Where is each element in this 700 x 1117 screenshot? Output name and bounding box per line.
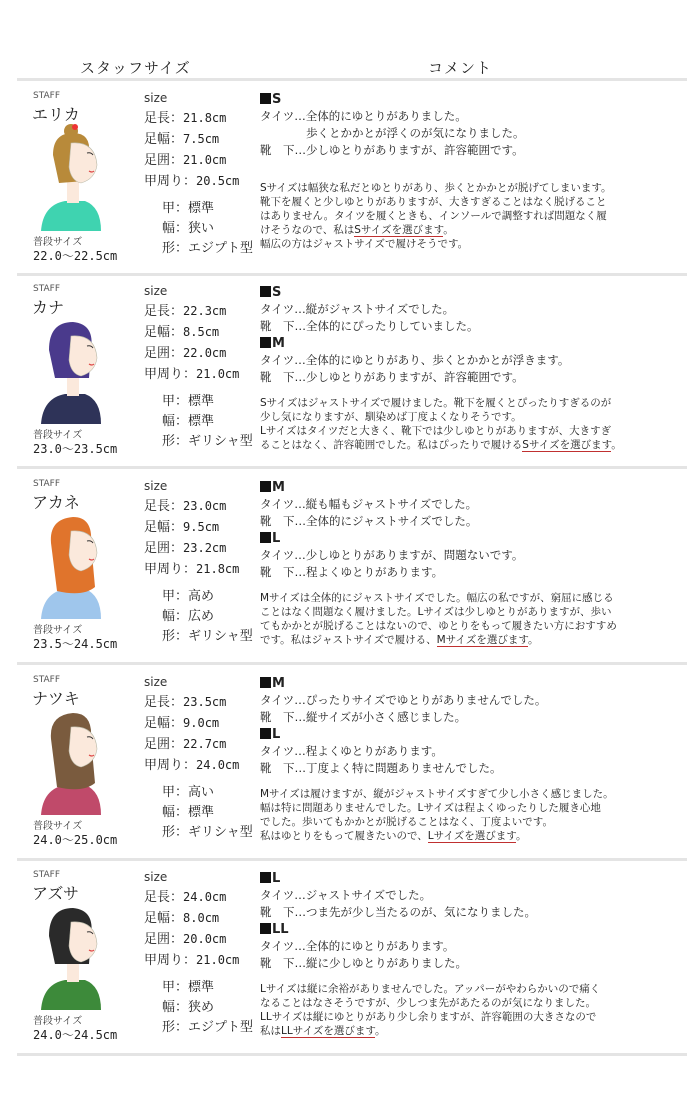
staff-label: STAFF [33,91,61,101]
size-heading-label: L [272,727,281,742]
measurement-value: 8.5cm [183,325,220,339]
size-heading [260,726,680,743]
shape-row: 形：ギリシャ型 [162,825,253,840]
measurement-key: 足囲： [144,153,184,168]
usual-size-label: 普段サイズ [33,625,83,636]
measurement-value: 7.5cm [183,132,220,146]
size-heading [260,675,680,692]
measurement-value: 23.0cm [183,499,227,513]
usual-size-label: 普段サイズ [33,1016,83,1027]
summary-line: Mサイズは全体的にジャストサイズでした。幅広の私ですが、窮屈に感じる [260,592,614,604]
measurement-value: 23.5cm [183,695,227,709]
summary-line: ことはなく問題なく履けました。Lサイズは少しゆとりがありますが、歩い [260,606,612,618]
measurement-row [144,538,264,559]
measurement-value: 22.7cm [183,737,227,751]
square-bullet-icon [260,872,271,883]
chosen-size: Mサイズを選びます [436,634,528,646]
summary-lead: けそうなので、私は [260,224,355,236]
size-heading-label: M [272,336,285,351]
measurement-row [144,364,264,385]
size-heading-label: LL [272,922,289,937]
summary-lead: 私はゆとりをもって履きたいので、 [260,830,428,842]
measurement-key: 足長： [144,499,184,514]
foot-measurements [144,675,264,776]
fit-note: タイツ…ジャストサイズでした。 [260,888,432,902]
size-title: size [144,479,168,493]
fit-note: 歩くとかかとが浮くのが気になりました。 [260,126,525,140]
size-heading-label: L [272,871,281,886]
staff-row [17,475,687,665]
comment [260,870,680,1038]
staff-label: STAFF [33,284,61,294]
measurement-row [144,517,264,538]
foot-measurements [144,284,264,385]
fit-note: タイツ…縦も幅もジャストサイズでした。 [260,497,478,511]
summary-line: Sサイズは幅狭な私だとゆとりがあり、歩くとかかとが脱げてしまいます。 [260,182,612,194]
column-header-comment: コメント [428,59,493,77]
measurement-key: 甲周り： [144,758,197,773]
foot-measurements [144,870,264,971]
measurement-row [144,559,264,580]
summary-line [260,829,680,843]
row-divider [17,1053,687,1056]
measurement-value: 22.0cm [183,346,227,360]
usual-size-label: 普段サイズ [33,821,83,832]
shape-row: 形：エジプト型 [162,241,254,256]
shape-row: 幅：広め [162,609,215,624]
measurement-value: 9.0cm [183,716,220,730]
fit-note: タイツ…縦がジャストサイズでした。 [260,302,455,316]
summary-line: Lサイズは縦に余裕がありませんでした。アッパーがやわらかいので痛く [260,983,601,995]
header-divider [17,78,687,81]
usual-size-value: 24.0〜25.0cm [33,833,118,847]
measurement-key: 甲周り： [144,953,197,968]
measurement-value: 21.8cm [196,562,240,576]
fit-note: タイツ…少しゆとりがありますが、問題ないです。 [260,548,524,562]
measurement-row [144,108,264,129]
measurement-value: 23.2cm [183,541,227,555]
summary-lead: ることはなく、許容範囲でした。私はぴったりで履ける [260,439,523,451]
shape-row: 幅：標準 [162,414,215,429]
measurement-key: 足囲： [144,737,184,752]
size-title: size [144,91,168,105]
measurement-key: 足幅： [144,520,184,535]
summary-lead: 私は [260,1025,281,1037]
summary-end: 。 [528,634,539,646]
staff-portrait [35,121,105,231]
measurement-row [144,929,264,950]
square-bullet-icon [260,728,271,739]
row-divider [17,466,687,469]
staff-name: アズサ [32,884,80,903]
measurement-key: 足幅： [144,325,184,340]
fit-note: 靴 下…縦に少しゆとりがありました。 [260,956,467,970]
usual-size-value: 24.0〜24.5cm [33,1028,118,1042]
staff-row [17,866,687,1056]
fit-note: タイツ…ぴったりサイズでゆとりがありませんでした。 [260,693,547,707]
measurement-key: 足長： [144,890,184,905]
summary-line [260,633,680,647]
foot-measurements [144,479,264,580]
summary-line: LLサイズは縦にゆとりがあり少し余りますが、許容範囲の大きさなので [260,1011,597,1023]
measurement-value: 21.8cm [183,111,227,125]
square-bullet-icon [260,286,271,297]
fit-note: 靴 下…程よくゆとりがあります。 [260,565,444,579]
measurement-row [144,734,264,755]
summary-line [260,438,680,452]
measurement-key: 足幅： [144,716,184,731]
staff-row [17,87,687,277]
square-bullet-icon [260,481,271,492]
shape-row: 甲：高い [162,785,215,800]
summary-end: 。 [443,224,454,236]
measurement-value: 9.5cm [183,520,220,534]
staff-name: アカネ [32,493,80,512]
measurement-row [144,908,264,929]
measurement-row [144,171,264,192]
size-heading-label: L [272,531,281,546]
measurement-key: 甲周り： [144,174,197,189]
shape-row: 幅：標準 [162,805,215,820]
measurement-row [144,129,264,150]
summary-line: 幅は特に問題ありませんでした。Lサイズは程よくゆったりした履き心地 [260,802,601,814]
comment [260,284,680,452]
measurement-row [144,496,264,517]
shape-row: 形：エジプト型 [162,1020,254,1035]
shape-row: 甲：標準 [162,980,215,995]
size-heading [260,284,680,301]
fit-note: 靴 下…少しゆとりがありますが、許容範囲です。 [260,370,524,384]
size-heading-label: S [272,92,282,107]
size-title: size [144,870,168,884]
staff-label: STAFF [33,870,61,880]
square-bullet-icon [260,532,271,543]
measurement-value: 20.5cm [196,174,240,188]
summary-line: Sサイズはジャストサイズで履けました。靴下を履くとぴったりすぎるのが [260,397,612,409]
summary-line [260,223,680,237]
row-divider [17,662,687,665]
fit-note: 靴 下…少しゆとりがありますが、許容範囲です。 [260,143,524,157]
size-heading [260,921,680,938]
measurement-key: 甲周り： [144,562,197,577]
staff-portrait [35,900,105,1010]
summary-end: 。 [611,439,622,451]
measurement-row [144,150,264,171]
staff-portrait [35,509,105,619]
shape-row: 幅：狭め [162,1000,215,1015]
shape-row: 幅：狭い [162,221,215,236]
summary-line: Mサイズは履けますが、縦がジャストサイズすぎて少し小さく感じました。 [260,788,614,800]
square-bullet-icon [260,923,271,934]
measurement-key: 足囲： [144,541,184,556]
fit-note: 靴 下…縦サイズが小さく感じました。 [260,710,467,724]
chosen-size: Sサイズを選びます [522,439,612,451]
staff-label: STAFF [33,675,61,685]
summary-line: はありません。タイツを履くときも、インソールで調整すれば問題なく履 [260,210,607,222]
measurement-value: 24.0cm [196,758,240,772]
staff-label: STAFF [33,479,61,489]
measurement-key: 足幅： [144,911,184,926]
summary-end: 。 [515,830,527,842]
measurement-row [144,301,264,322]
chosen-size: Sサイズを選びます [354,224,444,236]
staff-name: エリカ [32,105,80,124]
size-heading [260,530,680,547]
staff-name: カナ [32,298,65,317]
measurement-value: 21.0cm [196,367,240,381]
row-divider [17,858,687,861]
usual-size-value: 22.0〜22.5cm [33,249,118,263]
measurement-key: 足長： [144,695,184,710]
fit-note: 靴 下…全体的にぴったりしていました。 [260,319,479,333]
shape-row: 形：ギリシャ型 [162,434,253,449]
fit-note: 靴 下…全体的にジャストサイズでした。 [260,514,478,528]
measurement-value: 21.0cm [196,953,240,967]
staff-row [17,280,687,470]
square-bullet-icon [260,677,271,688]
square-bullet-icon [260,93,271,104]
summary-line: てもかかとが脱げることはないので、ゆとりをもって履きたい方におすすめ [260,620,617,632]
measurement-key: 足長： [144,111,184,126]
column-header-staff-size: スタッフサイズ [80,59,191,77]
comment [260,91,680,251]
measurement-value: 22.3cm [183,304,227,318]
measurement-row [144,755,264,776]
measurement-row [144,713,264,734]
measurement-row [144,343,264,364]
shape-row: 甲：標準 [162,394,215,409]
usual-size-value: 23.0〜23.5cm [33,442,118,456]
measurement-row [144,887,264,908]
square-bullet-icon [260,337,271,348]
shape-row: 甲：高め [162,589,215,604]
size-title: size [144,675,168,689]
fit-note: タイツ…全体的にゆとりがありました。 [260,109,467,123]
summary-line: 少し気になりますが、馴染めば丁度よくなりそうです。 [260,411,522,423]
fit-note: タイツ…全体的にゆとりがあります。 [260,939,455,953]
row-divider [17,273,687,276]
summary-line: Lサイズはタイツだと大きく、靴下では少しゆとりがありますが、大きすぎ [260,425,612,437]
size-heading [260,91,680,108]
measurement-value: 20.0cm [183,932,227,946]
measurement-value: 21.0cm [183,153,227,167]
summary-line: 幅広の方はジャストサイズで履けそうです。 [260,238,469,250]
usual-size-label: 普段サイズ [33,237,83,248]
summary-end: 。 [375,1025,386,1037]
summary-line [260,1024,680,1038]
usual-size-value: 23.5〜24.5cm [33,637,118,651]
shape-row: 形：ギリシャ型 [162,629,253,644]
measurement-value: 24.0cm [183,890,227,904]
foot-measurements [144,91,264,192]
size-heading [260,479,680,496]
staff-row [17,671,687,861]
size-title: size [144,284,168,298]
measurement-value: 8.0cm [183,911,220,925]
chosen-size: LLサイズを選びます [281,1025,376,1037]
measurement-key: 甲周り： [144,367,197,382]
size-heading-label: M [272,480,285,495]
comment [260,479,680,647]
shape-row: 甲：標準 [162,201,215,216]
fit-note: 靴 下…つま先が少し当たるのが、気になりました。 [260,905,536,919]
measurement-key: 足幅： [144,132,184,147]
summary-line: でした。歩いてもかかとが脱げることはなく、丁度よいです。 [260,816,553,828]
size-heading-label: M [272,676,285,691]
measurement-key: 足囲： [144,932,184,947]
staff-portrait [35,705,105,815]
measurement-row [144,692,264,713]
comment [260,675,680,843]
measurement-key: 足長： [144,304,184,319]
fit-note: タイツ…全体的にゆとりがあり、歩くとかかとが浮きます。 [260,353,570,367]
fit-note: タイツ…程よくゆとりがあります。 [260,744,443,758]
usual-size-label: 普段サイズ [33,430,83,441]
size-heading [260,870,680,887]
chosen-size: Lサイズを選びます [427,830,516,842]
size-heading-label: S [272,285,282,300]
measurement-row [144,950,264,971]
summary-line: 靴下を履くと少しゆとりがありますが、大きすぎることはなく脱げること [260,196,607,208]
summary-lead: です。私はジャストサイズで履ける、 [260,634,437,646]
summary-line: なることはなさそうですが、少しつま先があたるのが気になりました。 [260,997,596,1009]
staff-name: ナツキ [32,689,80,708]
staff-portrait [35,314,105,424]
measurement-key: 足囲： [144,346,184,361]
size-heading [260,335,680,352]
measurement-row [144,322,264,343]
fit-note: 靴 下…丁度よく特に問題ありませんでした。 [260,761,502,775]
